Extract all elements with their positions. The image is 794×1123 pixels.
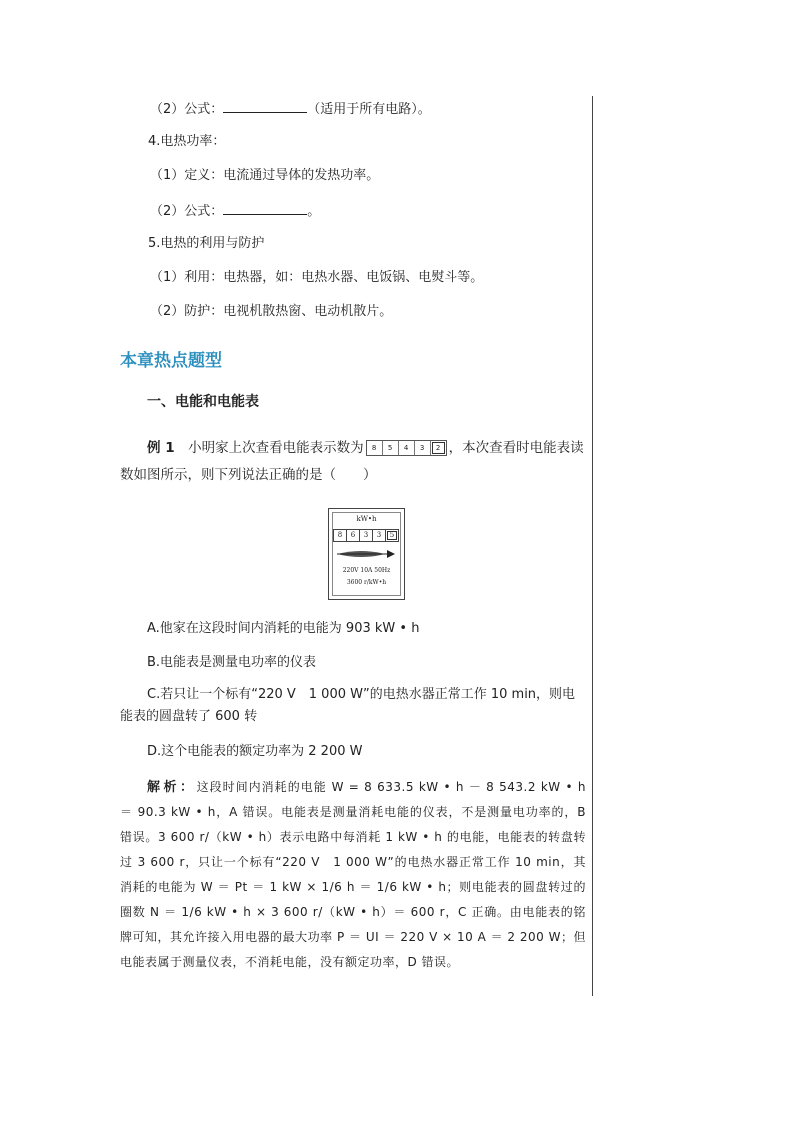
electric-meter-figure xyxy=(328,508,405,600)
example-question xyxy=(120,435,586,489)
option-a[interactable]: A.他家在这段时间内消耗的电能为 903 kW • h xyxy=(147,621,420,636)
option-d[interactable]: D.这个电能表的额定功率为 2 200 W xyxy=(147,744,363,759)
digit: 3 xyxy=(415,441,431,455)
section-4-formula xyxy=(150,201,320,221)
section-4-definition: （1）定义：电流通过导体的发热功率。 xyxy=(150,168,380,183)
formula-suffix: 。 xyxy=(307,204,321,219)
meter-digit: 3 xyxy=(373,530,386,541)
formula-line-2 xyxy=(150,99,431,119)
option-c[interactable]: C.若只让一个标有“220 V 1 000 W”的电热水器正常工作 10 min，则电能表的圆盘转了 600 转 xyxy=(120,687,576,724)
digit: 4 xyxy=(399,441,415,455)
digit: 8 xyxy=(367,441,383,455)
topic-heading: 一、电能和电能表 xyxy=(147,394,259,410)
section-5-protect: （2）防护：电视机散热窗、电动机散片。 xyxy=(150,304,393,319)
solution-paragraph xyxy=(120,775,586,975)
section-4-title: 4.电热功率： xyxy=(148,134,226,149)
meter-digit: 6 xyxy=(347,530,360,541)
section-5-title: 5.电热的利用与防护 xyxy=(148,236,265,251)
solution-label: 解析： xyxy=(147,780,197,795)
option-b[interactable]: B.电能表是测量电功率的仪表 xyxy=(147,655,317,670)
example-text-before: 小明家上次查看电能表示数为 xyxy=(188,440,364,456)
rotating-disc-arrow-icon xyxy=(335,547,397,561)
digit: 5 xyxy=(383,441,399,455)
fill-blank[interactable] xyxy=(223,201,307,215)
meter-digit: 3 xyxy=(360,530,373,541)
previous-meter-reading xyxy=(366,440,447,456)
example-label: 例 1 xyxy=(147,440,175,456)
solution-text: 这段时间内消耗的电能 W = 8 633.5 kW • h － 8 543.2 kW • h ＝ 90.3 kW • h，A 错误。电能表是测量消耗电能的仪表，不是测量电功率的，B 错误。3 600 r/（kW • h）表示电路中每消耗 1 kW • h 的电能，电能表的转盘转过 3 600 r，只让一个标有“220 V 1 000 W”的电热水器正常工作 10 min，其消耗的电能为 W ＝ Pt ＝ 1 kW × 1/6 h ＝ 1/6 kW • h；则电能表的圆盘转过的圈数 N ＝ 1/6 kW • h × 3 600 r/（kW • h）＝ 600 r，C 正确。由电能表的铭牌可知，其允许接入用电器的最大功率 P ＝ UI ＝ 220 V × 10 A ＝ 2 200 W；但电能表属于测量仪表，不消耗电能，没有额定功率，D 错误。 xyxy=(120,780,586,969)
formula-prefix: （2）公式： xyxy=(150,102,224,117)
formula-prefix: （2）公式： xyxy=(150,204,224,219)
meter-revolutions-label: 3600 r/kW•h xyxy=(346,579,387,586)
formula-suffix: （适用于所有电路）。 xyxy=(307,102,431,117)
chapter-hot-topics-heading: 本章热点题型 xyxy=(120,351,222,371)
section-5-use: （1）利用：电热器，如：电热水器、电饭锅、电熨斗等。 xyxy=(150,270,484,285)
meter-digit-window xyxy=(333,529,399,542)
meter-unit-label: kW•h xyxy=(356,515,377,523)
meter-digit: 8 xyxy=(334,530,347,541)
page-margin-rule xyxy=(592,96,593,996)
digit: 2 xyxy=(431,441,446,455)
example-text-after: ，本次查看时电能表读数如图所示，则下列说法正确的是（ ） xyxy=(120,440,584,483)
fill-blank[interactable] xyxy=(223,99,307,113)
meter-digit: 5 xyxy=(386,530,398,541)
meter-rating-label: 220V 10A 50Hz xyxy=(342,567,391,574)
